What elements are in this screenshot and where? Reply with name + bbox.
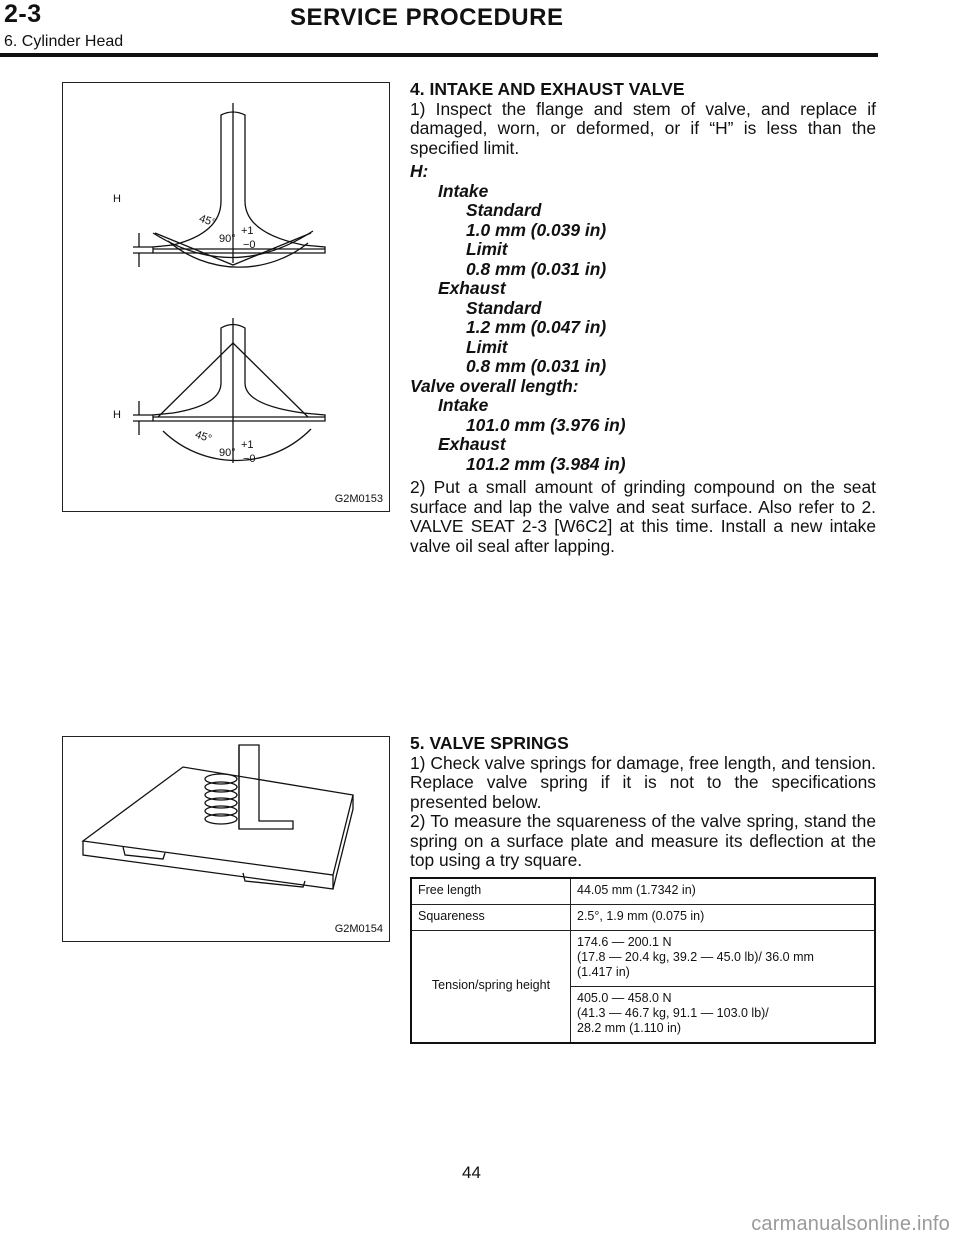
table-cell-value: 2.5°, 1.9 mm (0.075 in): [571, 905, 876, 931]
page-subtitle: 6. Cylinder Head: [4, 33, 124, 50]
section-number: 2-3: [4, 0, 42, 28]
table-row: [411, 931, 875, 987]
angle-45-label: 45°: [197, 212, 218, 230]
section-valve-springs: [410, 734, 876, 871]
angle-90-label: 90°: [219, 233, 236, 245]
figure-code: G2M0153: [334, 493, 383, 505]
spec-value: 0.8 mm (0.031 in): [466, 356, 607, 376]
spec-value: 101.2 mm (3.984 in): [466, 453, 626, 474]
table-row: [411, 878, 875, 905]
table-cell-value: 405.0 — 458.0 N (41.3 — 46.7 kg, 91.1 — 103.0 lb)/ 28.2 mm (1.110 in): [571, 987, 876, 1044]
valve-figure: [62, 82, 390, 512]
spec-value: 1.0 mm (0.039 in): [466, 219, 607, 240]
table-cell-label: Free length: [411, 878, 571, 905]
table-cell-value: 174.6 — 200.1 N (17.8 — 20.4 kg, 39.2 — 45.0 lb)/ 36.0 mm (1.417 in): [571, 931, 876, 987]
angle-45-label-2: 45°: [193, 428, 214, 446]
spec-value: 101.0 mm (3.976 in): [466, 414, 626, 435]
tolerance-minus: −0: [243, 239, 256, 251]
spec-exhaust: Exhaust: [438, 434, 506, 454]
h-label-2: H: [113, 409, 121, 421]
tolerance-plus: +1: [241, 225, 254, 237]
spring-spec-table: [410, 877, 876, 1044]
spec-limit: Limit: [466, 239, 508, 259]
spec-exhaust: Exhaust: [438, 278, 506, 298]
paragraph: 2) To measure the squareness of the valve spring, stand the spring on a surface plate and measure its deflection at the top using a try square.: [410, 811, 876, 870]
spec-standard: Standard: [466, 297, 542, 318]
table-cell-value: 44.05 mm (1.7342 in): [571, 878, 876, 905]
spring-diagram-svg: [63, 737, 389, 941]
paragraph: 1) Inspect the flange and stem of valve, and replace if damaged, worn, or deformed, or if “H” is less than the specified limit.: [410, 98, 876, 158]
table-cell-label: Tension/spring height: [411, 931, 571, 1044]
paragraph: 1) Check valve springs for damage, free length, and tension. Replace valve spring if it is not to the specifications presented below.: [410, 752, 876, 812]
spec-label: Valve overall length:: [410, 375, 579, 396]
figure-code: G2M0154: [334, 923, 383, 935]
page-number: 44: [462, 1163, 481, 1182]
tolerance-minus-2: −0: [243, 453, 256, 465]
tolerance-plus-2: +1: [241, 439, 254, 451]
spec-standard: Standard: [466, 200, 542, 220]
header-rule: [0, 53, 878, 57]
spec-label: H:: [410, 161, 429, 181]
section-heading: 5. VALVE SPRINGS: [410, 733, 569, 753]
section-heading: 4. INTAKE AND EXHAUST VALVE: [410, 79, 685, 99]
watermark: carmanualsonline.info: [751, 1213, 950, 1235]
spring-figure: [62, 736, 390, 942]
spec-intake: Intake: [438, 395, 489, 415]
page-title: SERVICE PROCEDURE: [290, 4, 564, 31]
h-label: H: [113, 193, 121, 205]
paragraph: 2) Put a small amount of grinding compound on the seat surface and lap the valve and seat surface. Also refer to 2. VALVE SEAT 2-3 [W6C2] at this time. Install a new intake valve oil seal after lapping.: [410, 477, 876, 556]
spec-intake: Intake: [438, 180, 489, 201]
angle-90-label-2: 90°: [219, 447, 236, 459]
spec-value: 0.8 mm (0.031 in): [466, 258, 607, 279]
spec-value: 1.2 mm (0.047 in): [466, 317, 607, 337]
section-intake-exhaust-valve: [410, 80, 876, 556]
table-row: [411, 905, 875, 931]
spec-limit: Limit: [466, 336, 508, 357]
table-cell-label: Squareness: [411, 905, 571, 931]
